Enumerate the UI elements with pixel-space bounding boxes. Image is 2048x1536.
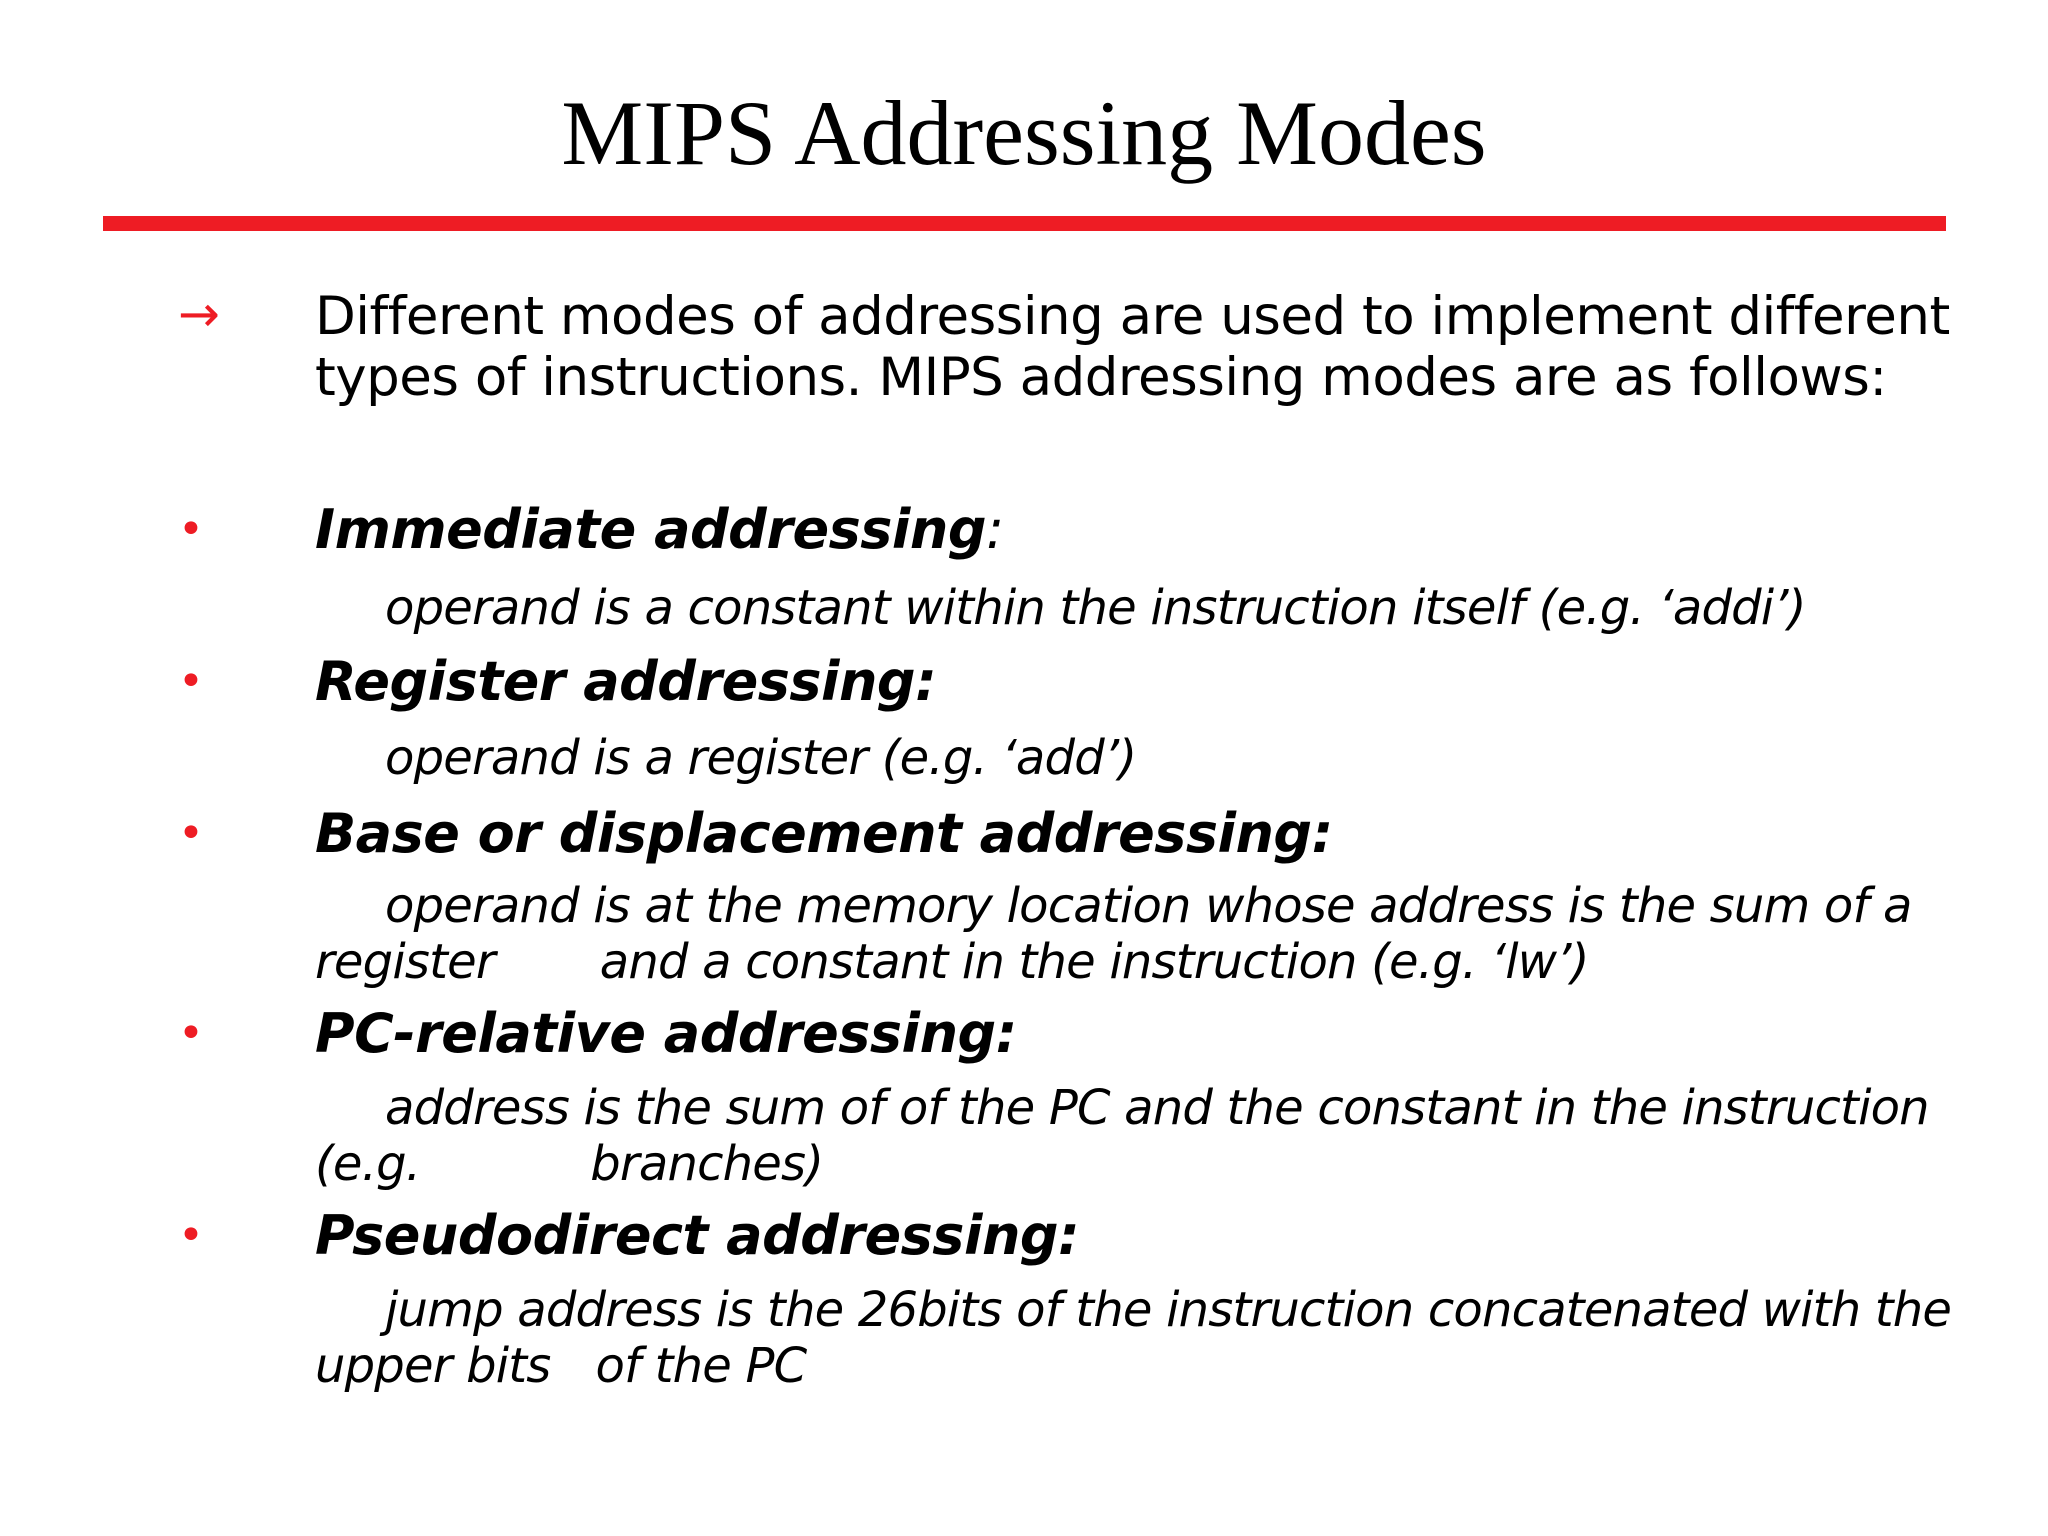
mode-desc-line: jump address is the 26bits of the instruction concatenated with the (385, 1282, 1952, 1338)
mode-heading-base-displacement: Base or displacement addressing: (315, 802, 1333, 865)
mode-desc-line-2-start: upper bits (315, 1338, 551, 1394)
bullet-icon: • (178, 1008, 204, 1059)
bullet-icon: • (178, 1210, 204, 1261)
mode-heading-register: Register addressing: (315, 650, 937, 713)
mode-desc-line: operand is at the memory location whose address is the sum of a (385, 878, 1912, 934)
slide-title: MIPS Addressing Modes (561, 82, 1487, 184)
mode-heading-immediate (315, 498, 1004, 562)
mode-desc-line-2 (315, 1338, 1995, 1394)
mode-heading-pseudodirect: Pseudodirect addressing: (315, 1204, 1080, 1267)
mode-desc-pc-relative (315, 1080, 1995, 1192)
mode-desc-line-2-end: and a constant in the instruction (e.g. ‘lw’) (599, 934, 1589, 990)
mode-desc-line: operand is a constant within the instruction itself (e.g. ‘addi’) (385, 580, 1806, 636)
mode-desc-line-2 (315, 1136, 1995, 1192)
arrow-icon: → (178, 285, 220, 343)
mode-heading-suffix: : (986, 498, 1004, 561)
mode-heading-text: Immediate addressing (315, 498, 986, 561)
mode-desc-line-2-end: branches) (590, 1136, 824, 1192)
bullet-icon: • (178, 504, 204, 555)
mode-desc-line-2-end: of the PC (595, 1338, 807, 1394)
mode-desc-line-2-start: (e.g. (315, 1136, 421, 1192)
mode-desc-pseudodirect (315, 1282, 1995, 1394)
mode-desc-base-displacement (315, 878, 1995, 990)
mode-desc-line: address is the sum of of the PC and the constant in the instruction (385, 1080, 1929, 1136)
bullet-icon: • (178, 656, 204, 707)
mode-heading-pc-relative: PC-relative addressing: (315, 1002, 1017, 1065)
intro-text: Different modes of addressing are used to implement different types of instructions. MIPS addressing modes are as follows: (315, 286, 1950, 408)
mode-desc-register (315, 730, 1995, 786)
mode-desc-line-2 (315, 934, 1995, 990)
mode-desc-immediate (315, 580, 1995, 636)
bullet-icon: • (178, 808, 204, 859)
mode-desc-line-2-start: register (315, 934, 495, 990)
mode-desc-line: operand is a register (e.g. ‘add’) (385, 730, 1137, 786)
